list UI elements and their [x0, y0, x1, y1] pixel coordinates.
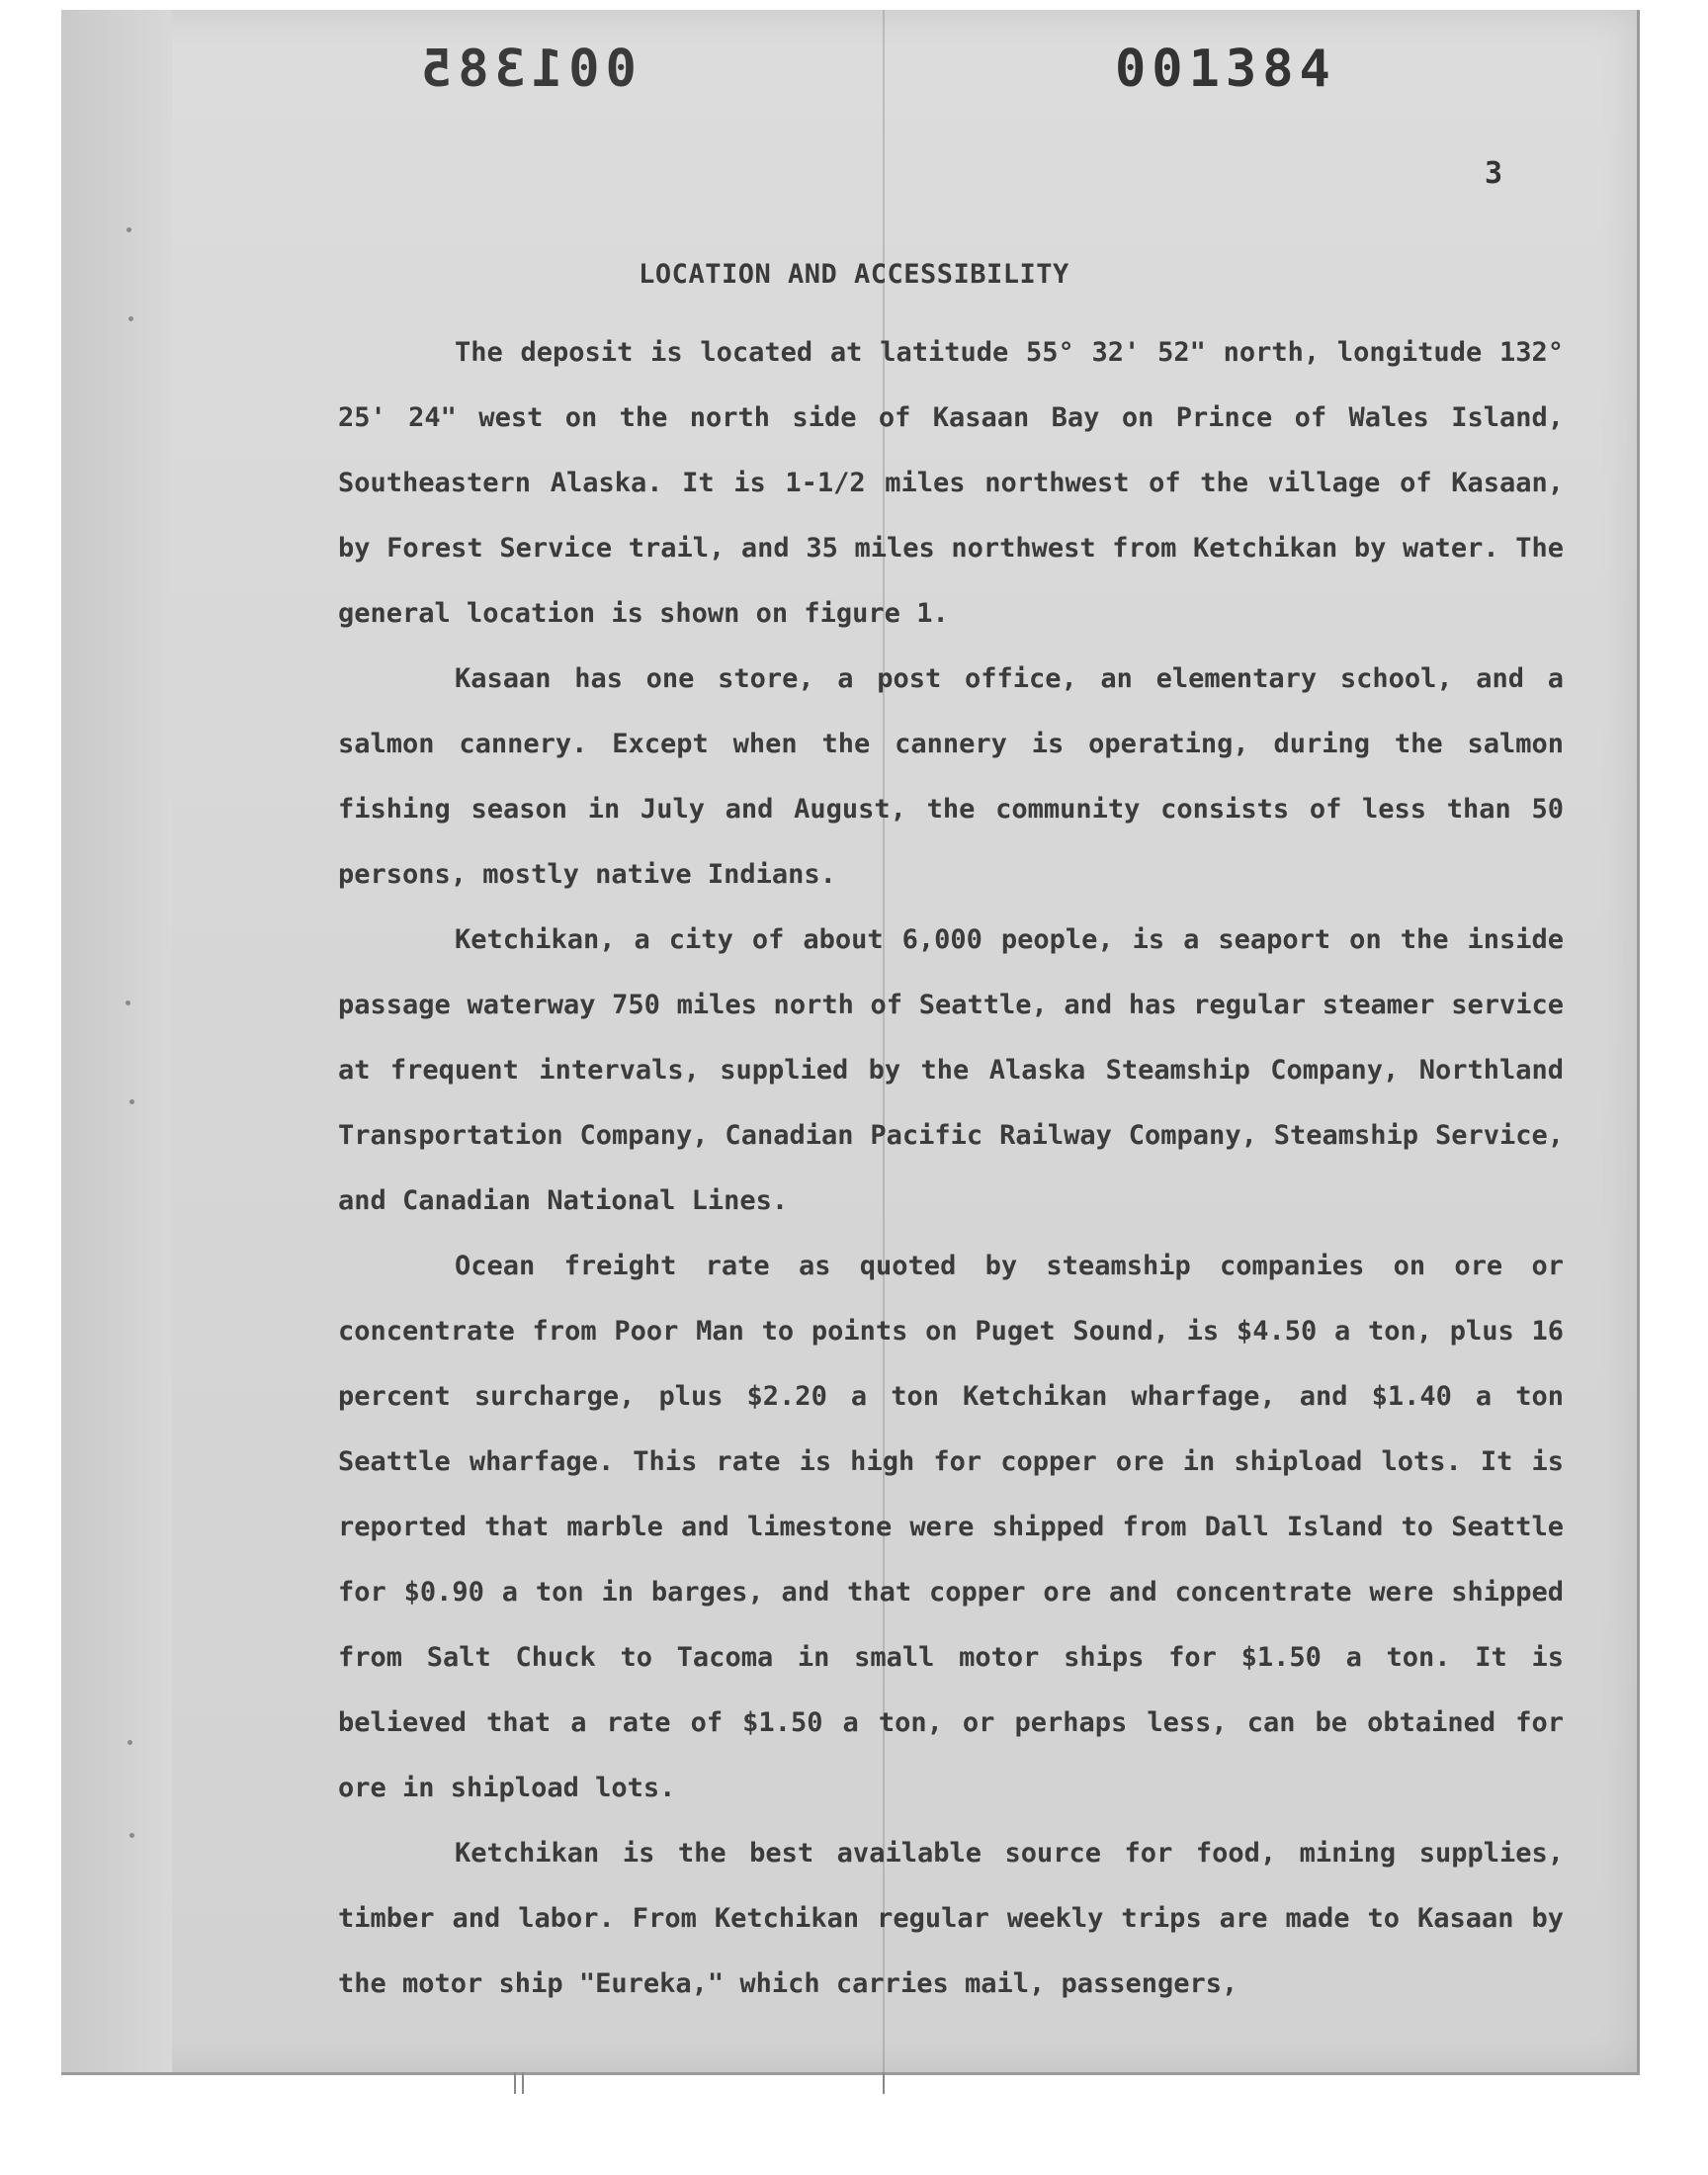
- section-heading: LOCATION AND ACCESSIBILITY: [639, 259, 1069, 290]
- scan-tick-mark: [883, 2072, 885, 2094]
- scan-tick-mark: [514, 2072, 516, 2094]
- scan-speck: [127, 227, 131, 232]
- stamp-number: 001384: [1115, 40, 1336, 99]
- paragraph: Ketchikan is the best available source for food, mining supplies, timber and labor. From Ketchikan regular weekly trips are made to Kasaan by the motor ship "Eureka," which carries mail, passengers,: [338, 1838, 1564, 1999]
- page-number: 3: [1485, 156, 1503, 191]
- body-text: [338, 320, 1564, 2017]
- paragraph: The deposit is located at latitude 55° 32' 52" north, longitude 132° 25' 24" west on the north side of Kasaan Bay on Prince of Wales Island, Southeastern Alaska. It is 1-1/2 miles northwest of the village of Kasaan, by Forest Service trail, and 35 miles northwest from Ketchikan by water. The general location is shown on figure 1.: [338, 337, 1564, 629]
- page-edge-shadow: [61, 10, 172, 2072]
- stamp-number-mirrored: 001385: [415, 40, 637, 99]
- scan-speck: [129, 1099, 134, 1104]
- scan-speck: [128, 1740, 132, 1745]
- scan-speck: [129, 1833, 134, 1838]
- paragraph: Ocean freight rate as quoted by steamship companies on ore or concentrate from Poor Man to points on Puget Sound, is $4.50 a ton, plus 16 percent surcharge, plus $2.20 a ton Ketchikan wharfage, and $1.40 a ton Seattle wharfage. This rate is high for copper ore in shipload lots. It is reported that marble and limestone were shipped from Dall Island to Seattle for $0.90 a ton in barges, and that copper ore and concentrate were shipped from Salt Chuck to Tacoma in small motor ships for $1.50 a ton. It is believed that a rate of $1.50 a ton, or perhaps less, can be obtained for ore in shipload lots.: [338, 1251, 1564, 1803]
- scan-speck: [128, 316, 133, 321]
- paragraph: Ketchikan, a city of about 6,000 people, is a seaport on the inside passage waterway 750 miles north of Seattle, and has regular steamer service at frequent intervals, supplied by the Alaska Steamship Company, Northland Transportation Company, Canadian Pacific Railway Company, Steamship Service, and Canadian National Lines.: [338, 924, 1564, 1216]
- scan-speck: [126, 1000, 130, 1005]
- scan-tick-mark: [522, 2072, 524, 2094]
- paragraph: Kasaan has one store, a post office, an elementary school, and a salmon cannery. Except when the cannery is operating, during the salmon fishing season in July and August, the community consists of less than 50 persons, mostly native Indians.: [338, 663, 1564, 890]
